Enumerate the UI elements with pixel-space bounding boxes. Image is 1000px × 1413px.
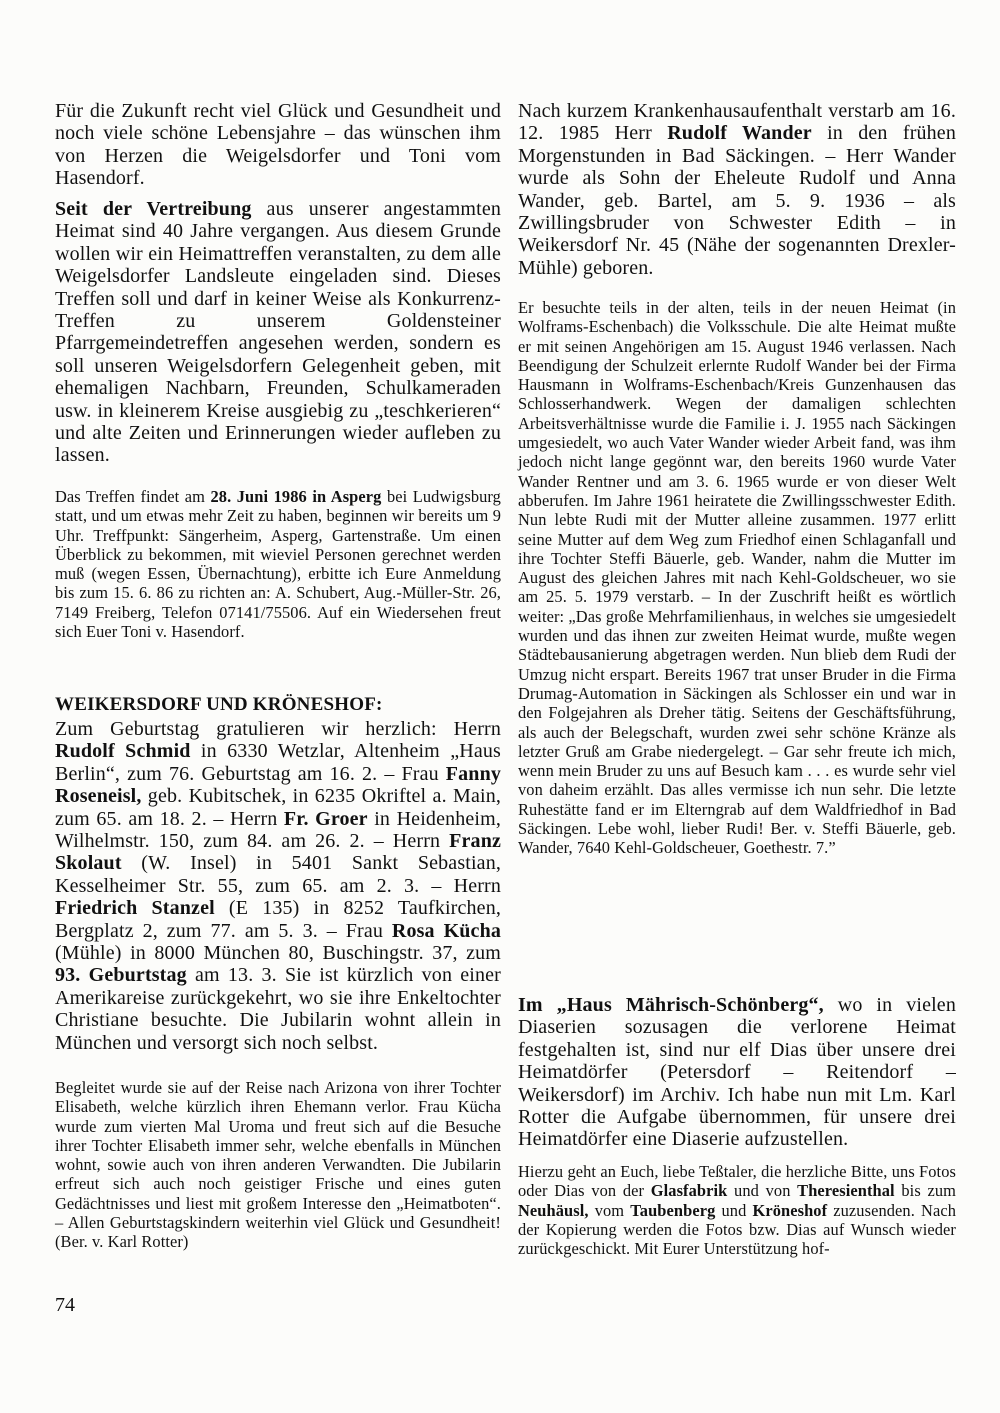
text-run: bis zum <box>894 1181 956 1201</box>
bold-text-run: Friedrich Stanzel <box>55 897 215 920</box>
text-run: und von <box>727 1181 798 1201</box>
bold-text-run: Rosa Kücha <box>391 919 501 942</box>
text-run: (E 135) in 8252 Taufkirchen, Bergplatz 2, zum 77. am 5. 3. – Frau <box>55 897 501 942</box>
text-run: Hierzu geht an Euch, liebe Teßtaler, die herzliche Bitte, uns Fotos oder Dias von der <box>518 1162 956 1201</box>
text-run: Begleitet wurde sie auf der Reise nach Arizona von ihrer Tochter Elisabeth, welche kürzlich ihren Ehemann verlor. Frau Kücha wurde zum vierten Mal Uroma und freut sich auf die Besuche ihrer Tochter Elisabeth immer sehr, welche ebenfalls in München wohnt, sowie auch von ihren anderen Verwandten. Die Jubilarin erfreut sich auch noch geistiger Frische und eines guten Gedächtnisses und liest mit großem Interesse den „Heimatboten“. – Allen Geburtstagskindern weiterhin viel Glück und Gesundheit! (Ber. v. Karl Rotter) <box>55 1078 501 1252</box>
bold-text-run: Taubenberg <box>630 1200 716 1220</box>
text-run: (W. Insel) in 5401 Sankt Sebastian, Kesselheimer Str. 55, zum 65. am 2. 3. – Herrn <box>55 852 501 897</box>
bold-text-run: Im „Haus Mährisch-Schönberg“, <box>518 994 824 1016</box>
bold-text-run: Seit der Vertreibung <box>55 198 252 220</box>
text-run: Nach kurzem Krankenhausaufenthalt verstarb am 16. 12. 1985 Herr <box>518 100 956 145</box>
text-run: (Mühle) in 8000 München 80, Buschingstr. 37, zum <box>55 942 501 965</box>
text-run: in Heidenheim, Wilhelmstr. 150, zum 84. am 26. 2. – Herrn <box>55 807 501 853</box>
text-run: Er besuchte teils in der alten, teils in der neuen Heimat (in Wolframs-Eschenbach) die Volksschule. Die alte Heimat mußte er mit seinen Angehörigen am 15. August 1946 verlassen. Nach Beendigung der Schulzeit erlernte Rudolf Wander bei der Firma Hausmann in Wolframs-Eschenbach/Kreis Gunzenhausen das Schlosserhandwerk. Wegen der damaligen schlechten Arbeitsverhältnisse wurde die Familie i. J. 1955 nach Säckingen umgesiedelt, wo auch Vater Wander wieder Arbeit fand, was ihm jedoch nicht lange gegönnt war, den bereits 1960 wurde Vater Wander Rentner und am 3. 6. 1965 wurde er von dieser Welt abberufen. Im Jahre 1961 heiratete die Zwillingsschwester Edith. Nun lebte Rudi mit der Mutter alleine zusammen. 1977 erlitt seine Mutter auf dem Weg zum Friedhof einen Schlaganfall und ihre Tochter Steffi Bäuerle, geb. Wander, nahm die Mutter im August des gleichen Jahres mit nach Kehl-Goldscheuer, wo sie am 25. 5. 1979 verstarb. – In der Zuschrift heißt es wörtlich weiter: „Das große Mehrfamilienhaus, in welches sie umgesiedelt wurden und das ihnen zur zweiten Heimat wurde, mußte wegen Städtebausanierung abgetragen werden. Nun blieb dem Rudi der Umzug nicht erspart. Bereits 1967 trat unser Bruder in die Firma Drumag-Automation in Säckingen als Schlosser ein und war in den Folgejahren als Dreher tätig. Seitens der Geschäftsführung, als auch der Belegschaft, wurden zwei sehr schöne Kränze als letzter Gruß am Grabe niedergelegt. – Gar sehr freute ich mich, wenn mein Bruder zu uns auf Besuch kam . . . es wurde sehr viel von daheim erzählt. Das alles vermisse ich nun sehr. Die letzte Ruhestätte fand er im Elterngrab auf dem Waldfriedhof in Bad Säckingen. Lebe wohl, lieber Rudi! Ber. v. Steffi Bäuerle, geb. Wander, 7640 Kehl-Goldscheuer, Goethestr. 7.” <box>518 298 956 858</box>
bold-text-run: Kröneshof <box>752 1200 828 1220</box>
text-run: Für die Zukunft recht viel Glück und Gesundheit und noch viele schöne Lebensjahre – das wünschen ihm von Herzen die Weigelsdorfer und Toni vom Hasendorf. <box>55 100 501 190</box>
text-run: am 13. 3. Sie ist kürzlich von einer Amerikareise zurückgekehrt, wo sie ihre Enkeltochter Christiane besuchte. Die Jubilarin wohnt allein in München und versorgt sich noch selbst. <box>55 964 501 1054</box>
text-run: Das Treffen findet am <box>55 487 211 506</box>
bold-text-run: Glasfabrik <box>650 1181 728 1201</box>
text-run: wo in vielen Diaserien sozusagen die verlorene Heimat festgehalten ist, sind nur elf Dias über unsere drei Heimatdörfer (Petersdorf – Reitendorf – Weikersdorf) im Archiv. Ich habe nun mit Lm. Karl Rotter die Aufgabe übernommen, für unsere drei Heimatdörfer eine Diaserie aufzustellen. <box>518 994 956 1151</box>
paragraph-kuecha-details <box>55 1078 501 1252</box>
bold-text-run: Rudolf Wander <box>667 122 812 145</box>
section-heading-weikersdorf: WEIKERSDORF UND KRÖNESHOF: <box>55 694 383 715</box>
paragraph-birthday-list <box>55 718 501 1054</box>
text-run: geb. Kubitschek, in 6235 Okriftel a. Main, zum 65. am 18. 2. – Herrn <box>55 785 501 830</box>
text-run: in den frühen Morgenstunden in Bad Säckingen. – Herr Wander wurde als Sohn der Eheleute Rudolf und Anna Wander, geb. Bartel, am 5. 9. 1936 – als Zwillingsbruder von Schwester Edith – in Weikersdorf Nr. 45 (Nähe der sogenannten Drexler-Mühle) geboren. <box>518 122 956 279</box>
text-run: vom <box>588 1200 631 1220</box>
paragraph-obituary-details <box>518 298 956 858</box>
paragraph-obituary-wander <box>518 100 956 279</box>
text-run: Zum Geburtstag gratulieren wir herzlich: Herrn <box>55 718 501 740</box>
bold-text-run: Rudolf Schmid <box>55 740 191 763</box>
bold-text-run: Franz Skolaut <box>55 830 501 875</box>
bold-text-run: Theresienthal <box>797 1181 895 1201</box>
bold-text-run: Neuhäusl, <box>518 1200 589 1220</box>
text-run: in 6330 Wetzlar, Altenheim „Haus Berlin“, zum 76. Geburtstag am 16. 2. – Frau <box>55 740 501 785</box>
bold-text-run: 93. Geburtstag <box>55 964 187 987</box>
paragraph-dia-archive <box>518 994 956 1151</box>
text-run: aus unserer angestammten Heimat sind 40 Jahre vergangen. Aus diesem Grunde wollen wir ein Heimattreffen veranstalten, zu dem alle Weigelsdorfer Landsleute eingeladen sind. Dieses Treffen soll und darf in keiner Weise als Konkurrenz-Treffen zu unserem Goldensteiner Pfarrgemeindetreffen angesehen werden, sondern es soll unseren Weigelsdorfern Gelegenheit geben, mit ehemaligen Nachbarn, Freunden, Schulkameraden usw. in kleinerem Kreise ausgiebig zu „teschkerieren“ und alte Zeiten und Erinnerungen wieder aufleben zu lassen. <box>55 198 501 467</box>
text-run: zuzusenden. Nach der Kopierung werden die Fotos bzw. Dias auf Wunsch wieder zurückgeschickt. Mit Eurer Unterstützung hof- <box>518 1200 957 1259</box>
bold-text-run: 28. Juni 1986 in Asperg <box>210 487 382 506</box>
paragraph-birthday-wishes <box>55 100 501 190</box>
text-run: und <box>715 1200 753 1220</box>
paragraph-reunion-announcement <box>55 198 501 467</box>
bold-text-run: Fanny Roseneisl, <box>55 762 501 808</box>
text-run: bei Ludwigsburg statt, und um etwas mehr Zeit zu haben, beginnen wir bereits um 9 Uhr. Treffpunkt: Sängerheim, Asperg, Gartenstraße. Um einen Überblick zu bekommen, mit wieviel Personen gerechnet werden muß (wegen Essen, Übernachtung), erbitte ich Eure Anmeldung bis zum 15. 6. 86 zu richten an: A. Schubert, Aug.-Müller-Str. 26, 7149 Freiberg, Telefon 07141/75506. Auf ein Wiedersehen freut sich Euer Toni v. Hasendorf. <box>55 487 501 642</box>
bold-text-run: Fr. Groer <box>283 807 368 830</box>
paragraph-reunion-details <box>55 487 501 641</box>
page-number: 74 <box>55 1294 75 1316</box>
paragraph-photo-request <box>518 1162 956 1258</box>
